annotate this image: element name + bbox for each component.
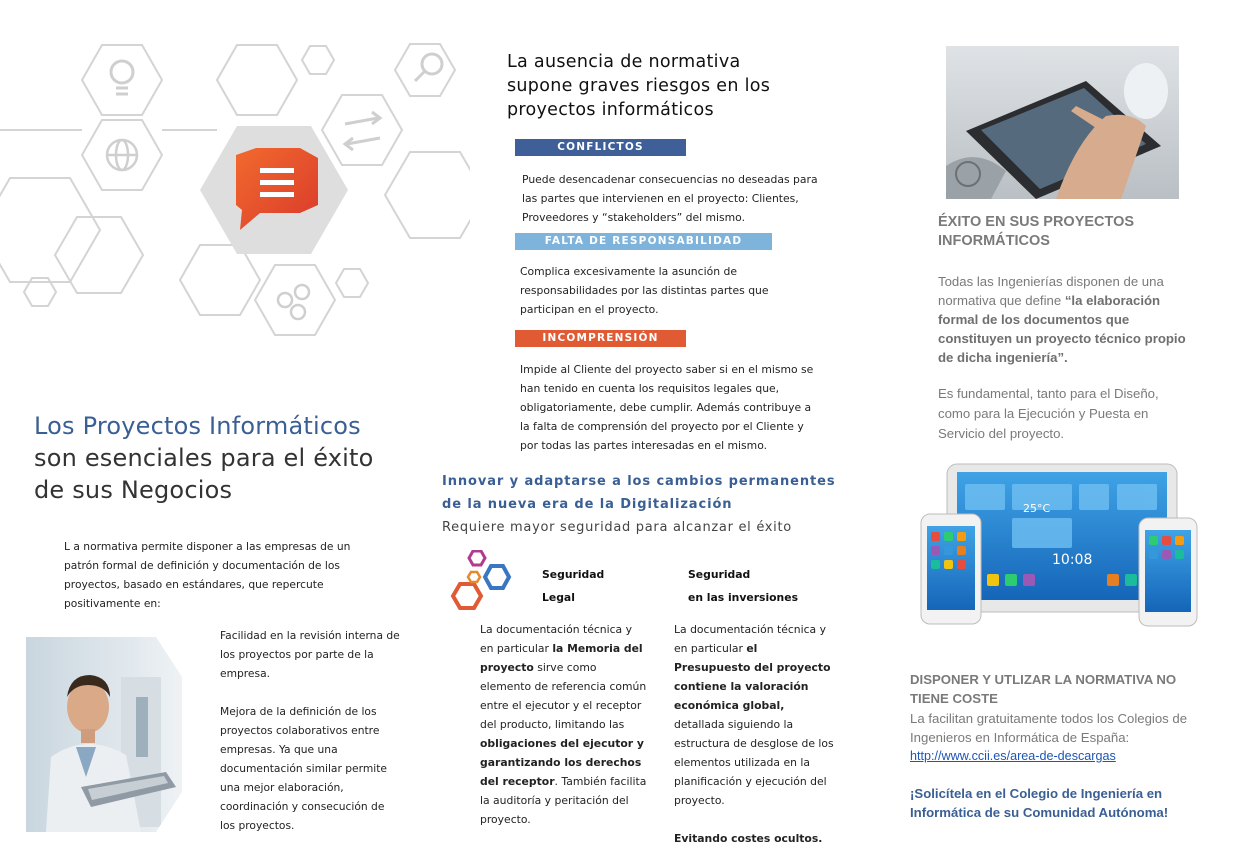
right-text-1 [938, 272, 1188, 367]
innovar-block [442, 470, 862, 539]
right-text-1a: Todas las Ingenierías disponen de una normativa que define [938, 274, 1164, 308]
tablet-clock: 10:08 [1052, 552, 1093, 568]
benefit-item: Facilidad en la revisión interna de los proyectos por parte de la empresa. [220, 629, 400, 680]
seg-legal-t3: . [554, 775, 558, 788]
security-hexagons-icon [449, 550, 521, 616]
seg-legal-head [542, 563, 604, 609]
benefit-item: Mejora de la definición de los proyectos colaborativos entre empresas. Ya que una documentación similar permite una mejor elaboración, coordinación y consecución de los proyectos. [220, 705, 387, 832]
devices-illustration [917, 462, 1200, 632]
dispone-text: La facilitan gratuitamente todos los Colegios de Ingenieros en Informática de España: [910, 711, 1188, 745]
seg-legal-head2: Legal [542, 591, 575, 604]
section-text-incomprension: Impide al Cliente del proyecto saber si en el mismo se han tenido en cuenta los requisitos legales que, obligatoriamente, debe cumplir. Además contribuye a la falta de comprensión del proyecto por el Cliente y por todas las partes interesadas en el mismo. [520, 363, 814, 452]
seg-legal-b2: obligaciones del ejecutor y garantizando los derechos del receptor [480, 737, 644, 788]
section-text-conflictos: Puede desencadenar consecuencias no deseadas para las partes que intervienen en el proyecto: Clientes, Proveedores y “stakeholders” del mismo. [522, 173, 818, 224]
seg-legal-b1: la Memoria del proyecto [480, 642, 643, 674]
section-bar-conflictos: CONFLICTOS [515, 139, 686, 156]
tablet-hands-photo [946, 46, 1179, 199]
section-bar-falta-responsabilidad: FALTA DE RESPONSABILIDAD [515, 233, 772, 250]
seg-legal-t2: sirve como elemento de referencia común entre el ejecutor y el receptor del producto, limitando las [480, 661, 647, 731]
hex-outline [302, 46, 334, 74]
molecule-icon [278, 285, 309, 319]
seg-inversiones-head [688, 563, 798, 609]
right-text-2: Es fundamental, tanto para el Diseño, como para la Ejecución y Puesta en Servicio del proyecto. [938, 386, 1159, 441]
headline-line3: de sus Negocios [34, 476, 233, 504]
hex-outline [385, 152, 470, 238]
middle-title: La ausencia de normativa supone graves riesgos en los proyectos informáticos [507, 52, 771, 120]
section-bar-incomprension: INCOMPRENSIÓN [515, 330, 686, 347]
innovar-line2: de la nueva era de la Digitalización [442, 497, 733, 512]
innovar-line3: Requiere mayor seguridad para alcanzar el éxito [442, 520, 792, 535]
hex-outline [217, 45, 297, 115]
seg-legal-t4: También facilita la auditoría y peritación del proyecto. [480, 775, 647, 826]
seg-inv-b1: el Presupuesto del proyecto contiene la valoración económica global, [674, 642, 831, 712]
hex-outline [336, 269, 368, 297]
globe-icon [107, 140, 137, 170]
seg-inv-t2: detallada siguiendo la estructura de desglose de los elementos utilizada en la planificación y ejecución del proyecto. [674, 718, 834, 807]
businessman-photo [26, 637, 182, 832]
hex-outline [82, 45, 162, 115]
section-text-falta-responsabilidad: Complica excesivamente la asunción de responsabilidades por las distintas partes que participan en el proyecto. [520, 265, 769, 316]
seg-legal-head1: Seguridad [542, 568, 605, 581]
headline-line1: Los Proyectos Informáticos [34, 412, 361, 440]
dispone-title: DISPONER Y UTLIZAR LA NORMATIVA NO TIENE COSTE [910, 672, 1177, 706]
seg-inv-t1: La documentación técnica y en particular [674, 623, 826, 655]
weather-temp: 25°C [1023, 502, 1051, 515]
intro-text: L a normativa permite disponer a las empresas de un patrón formal de definición y documentación de los proyectos, basado en estándares, que repercute positivamente en: [64, 540, 351, 610]
ccii-download-link[interactable]: http://www.ccii.es/area-de-descargas [910, 749, 1116, 763]
call-to-action: ¡Solicítela en el Colegio de Ingeniería en Informática de su Comunidad Autónoma! [910, 786, 1169, 820]
seg-inv-b2: Evitando costes ocultos. [674, 832, 823, 845]
seg-inversiones-text [674, 620, 834, 867]
arrows-icon [345, 112, 380, 150]
benefits-list [220, 626, 400, 854]
hexagon-graphic [0, 30, 470, 350]
seg-legal-text [480, 620, 648, 829]
hex-outline [180, 245, 260, 315]
hex-outline [322, 95, 402, 165]
seg-inversiones-head1: Seguridad [688, 568, 751, 581]
lightbulb-icon [111, 61, 133, 94]
hex-outline [0, 178, 100, 282]
seg-inversiones-head2: en las inversiones [688, 591, 798, 604]
hex-outline [255, 265, 335, 335]
headline [34, 410, 434, 506]
seg-legal-t1: La documentación técnica y en particular [480, 623, 632, 655]
right-title: ÉXITO EN SUS PROYECTOS INFORMÁTICOS [938, 214, 1135, 249]
innovar-line1: Innovar y adaptarse a los cambios permanentes [442, 474, 836, 489]
headline-line2: son esenciales para el éxito [34, 444, 374, 472]
search-icon [415, 54, 442, 81]
right-text-1b: “la elaboración formal de los documentos que constituyen un proyecto técnico propio de dicha ingeniería”. [938, 293, 1186, 365]
